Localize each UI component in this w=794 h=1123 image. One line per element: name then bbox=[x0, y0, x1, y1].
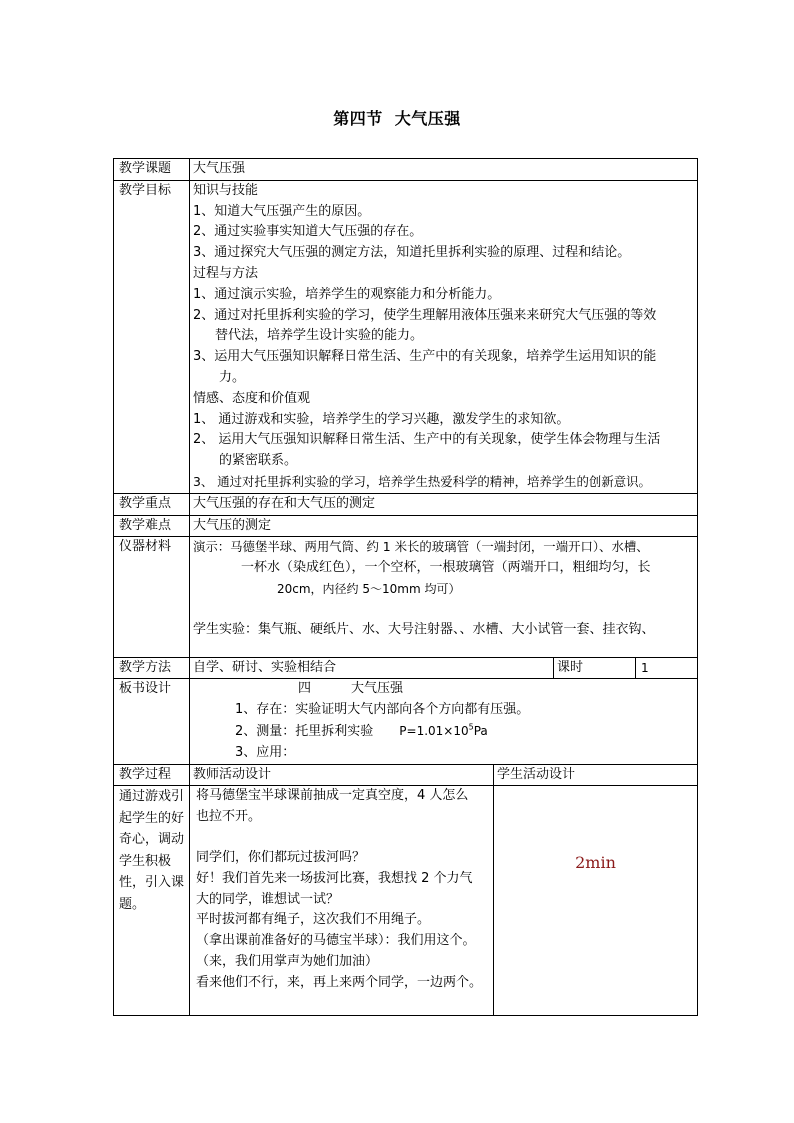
row-subject bbox=[114, 159, 698, 181]
teacher-line: 也拉不开。 bbox=[196, 809, 262, 825]
board-label: 板书设计 bbox=[114, 679, 190, 764]
row-materials bbox=[114, 537, 698, 657]
row-process-header bbox=[114, 764, 698, 786]
materials-student: 学生实验：集气瓶、硬纸片、水、大号注射器、、水槽、大小试管一套、挂衣钩、 bbox=[193, 621, 655, 637]
method-value: 自学、研讨、实验相结合 bbox=[190, 657, 554, 679]
board-content bbox=[190, 679, 698, 764]
teacher-activity bbox=[190, 786, 494, 1016]
process-item: 1、通过演示实验，培养学生的观察能力和分析能力。 bbox=[193, 286, 501, 302]
focus-value: 大气压强的存在和大气压的测定 bbox=[190, 493, 698, 515]
board-heading-title: 大气压强 bbox=[351, 681, 404, 697]
teacher-header: 教师活动设计 bbox=[190, 764, 494, 786]
goals-label: 教学目标 bbox=[114, 180, 190, 493]
materials-demo-continued: 一杯水（染成红色），一个空杯，一根玻璃管（两端开口，粗细均匀，长 bbox=[241, 560, 651, 576]
attitude-item: 1、 通过游戏和实验，培养学生的学习兴趣，激发学生的求知欲。 bbox=[193, 411, 570, 427]
focus-label: 教学重点 bbox=[114, 493, 190, 515]
hours-value: 1 bbox=[636, 657, 698, 679]
difficulty-value: 大气压的测定 bbox=[190, 515, 698, 537]
teacher-line: 平时拔河都有绳子，这次我们不用绳子。 bbox=[196, 912, 431, 928]
teacher-line: （来，我们用掌声为她们加油） bbox=[196, 953, 379, 969]
process-item-continued: 力。 bbox=[219, 369, 246, 385]
process-intro: 通过游戏引起学生的好奇心，调动学生积极性，引入课题。 bbox=[114, 786, 190, 1016]
page-title bbox=[0, 106, 794, 129]
row-board bbox=[114, 679, 698, 764]
knowledge-heading: 知识与技能 bbox=[193, 182, 259, 198]
teacher-line: 将马德堡宝半球课前抽成一定真空度，4 人怎么 bbox=[196, 788, 469, 804]
row-process-content bbox=[114, 786, 698, 1016]
board-formula: P=1.01×10 bbox=[399, 723, 469, 738]
method-label: 教学方法 bbox=[114, 657, 190, 679]
attitude-item-continued: 的紧密联系。 bbox=[219, 453, 298, 469]
teacher-line bbox=[196, 828, 490, 848]
row-focus bbox=[114, 493, 698, 515]
board-formula-unit: Pa bbox=[473, 723, 488, 738]
teacher-line: 看来他们不行，来，再上来两个同学，一边两个。 bbox=[196, 974, 483, 990]
knowledge-item: 1、知道大气压强产生的原因。 bbox=[193, 203, 371, 219]
board-item: 1、存在：实验证明大气内部向各个方向都有压强。 bbox=[235, 702, 530, 718]
board-item bbox=[193, 721, 694, 743]
process-item-continued: 替代法，培养学生设计实验的能力。 bbox=[215, 328, 424, 344]
teacher-line: （拿出课前准备好的马德宝半球）：我们用这个。 bbox=[196, 933, 476, 949]
difficulty-label: 教学难点 bbox=[114, 515, 190, 537]
time-duration: 2min bbox=[575, 853, 616, 873]
section-topic: 大气压强 bbox=[394, 109, 461, 128]
process-label: 教学过程 bbox=[114, 764, 190, 786]
section-number: 第四节 bbox=[333, 109, 383, 128]
teacher-line: 同学们，你们都玩过拔河吗？ bbox=[196, 849, 366, 865]
board-heading bbox=[193, 679, 694, 700]
materials-demo: 演示：马德堡半球、两用气筒、约 1 米长的玻璃管（一端封闭，一端开口）、水槽、 bbox=[193, 539, 649, 555]
goals-content bbox=[190, 180, 698, 493]
knowledge-item: 3、通过探究大气压强的测定方法，知道托里拆利实验的原理、过程和结论。 bbox=[193, 245, 631, 261]
process-item: 2、通过对托里拆利实验的学习，使学生理解用液体压强来来研究大气压强的等效 bbox=[193, 307, 657, 323]
board-item: 3、应用： bbox=[235, 744, 296, 760]
hours-label: 课时 bbox=[554, 657, 636, 679]
process-item: 3、运用大气压强知识解释日常生活、生产中的有关现象，培养学生运用知识的能 bbox=[193, 349, 657, 365]
materials-content bbox=[190, 537, 698, 657]
knowledge-item: 2、通过实验事实知道大气压强的存在。 bbox=[193, 224, 423, 240]
teacher-line: 好！我们首先来一场拔河比赛，我想找 2 个力气 bbox=[196, 870, 473, 886]
attitude-heading: 情感、态度和价值观 bbox=[193, 390, 311, 406]
teacher-line: 大的同学，谁想试一试？ bbox=[196, 891, 340, 907]
board-formula-exponent: 5 bbox=[468, 722, 474, 732]
student-header: 学生活动设计 bbox=[494, 764, 698, 786]
attitude-item: 2、 运用大气压强知识解释日常生活、生产中的有关现象，使学生体会物理与生活 bbox=[193, 432, 661, 448]
board-heading-number: 四 bbox=[298, 681, 312, 697]
subject-value: 大气压强 bbox=[190, 159, 698, 181]
materials-label: 仪器材料 bbox=[114, 537, 190, 657]
board-item-text: 2、测量：托里拆利实验 bbox=[235, 723, 374, 739]
row-difficulty bbox=[114, 515, 698, 537]
process-heading: 过程与方法 bbox=[193, 265, 259, 281]
student-activity bbox=[494, 786, 698, 1016]
row-method bbox=[114, 657, 698, 679]
row-goals bbox=[114, 180, 698, 493]
attitude-item: 3、 通过对托里拆利实验的学习，培养学生热爱科学的精神，培养学生的创新意识。 bbox=[193, 473, 651, 489]
materials-demo-continued: 20cm，内径约 5～10mm 均可） bbox=[277, 581, 461, 596]
subject-label: 教学课题 bbox=[114, 159, 190, 181]
lesson-plan-table bbox=[113, 158, 698, 1016]
